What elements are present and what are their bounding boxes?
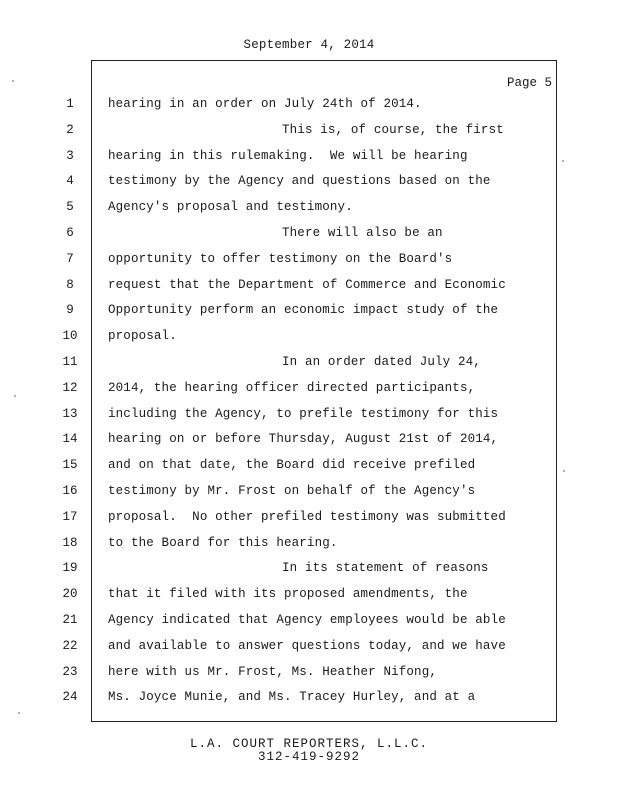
line-number: 16: [62, 484, 78, 498]
scan-speck: [562, 160, 564, 162]
transcript-line-text: hearing in this rulemaking. We will be hearing: [108, 148, 468, 163]
scan-speck: [12, 80, 14, 82]
transcript-line-text: proposal. No other prefiled testimony was submitted: [108, 509, 506, 524]
transcript-line-text: that it filed with its proposed amendments, the: [108, 587, 468, 602]
line-number: 10: [62, 329, 78, 344]
transcript-line-text: There will also be an: [282, 226, 443, 240]
transcript-line-text: hearing on or before Thursday, August 21st of 2014,: [108, 432, 499, 447]
line-number: 17: [62, 509, 78, 524]
line-number: 9: [66, 303, 74, 318]
line-number: 2: [66, 122, 74, 137]
line-number: 23: [62, 664, 78, 679]
footer-company: L.A. COURT REPORTERS, L.L.C.: [189, 737, 429, 751]
line-number: 1: [66, 97, 74, 111]
line-number: 21: [62, 613, 78, 627]
scan-speck: [14, 395, 16, 397]
line-number: 7: [66, 251, 74, 266]
line-number: 5: [66, 200, 74, 215]
line-number: 4: [66, 174, 74, 189]
header-date: September 4, 2014: [243, 38, 375, 52]
transcript-line-text: 2014, the hearing officer directed participants,: [108, 380, 476, 395]
transcript-line-text: to the Board for this hearing.: [108, 535, 338, 550]
transcript-line-text: This is, of course, the first: [282, 122, 504, 137]
line-number: 13: [62, 406, 78, 421]
scan-speck: [18, 712, 20, 714]
transcript-line-text: request that the Department of Commerce and Economic: [108, 277, 506, 292]
transcript-line-text: proposal.: [108, 329, 177, 344]
transcript-line-text: testimony by the Agency and questions based on the: [108, 174, 491, 189]
line-number: 24: [62, 690, 78, 705]
line-number: 3: [66, 148, 74, 163]
page-label: Page 5: [506, 76, 552, 90]
line-number: 15: [62, 458, 78, 473]
line-number: 18: [62, 535, 78, 550]
transcript-line-text: hearing in an order on July 24th of 2014.: [108, 97, 422, 111]
line-number: 12: [62, 380, 78, 395]
transcript-line-text: Agency indicated that Agency employees would be able: [108, 613, 506, 627]
transcript-line-text: testimony by Mr. Frost on behalf of the Agency's: [108, 484, 476, 498]
scan-speck: [563, 470, 565, 472]
transcript-line-text: Ms. Joyce Munie, and Ms. Tracey Hurley, and at a: [108, 690, 476, 705]
transcript-line-text: Opportunity perform an economic impact study of the: [108, 303, 499, 318]
line-number: 22: [62, 638, 78, 653]
footer-phone: 312-419-9292: [257, 750, 360, 764]
line-number: 11: [62, 355, 78, 369]
line-number: 8: [66, 277, 74, 292]
line-number: 19: [62, 561, 78, 576]
line-number: 20: [62, 587, 78, 602]
line-number: 6: [66, 226, 74, 240]
line-number: 14: [62, 432, 78, 447]
transcript-line-text: including the Agency, to prefile testimony for this: [108, 406, 499, 421]
transcript-line-text: opportunity to offer testimony on the Board's: [108, 251, 453, 266]
transcript-line-text: In an order dated July 24,: [282, 355, 481, 369]
transcript-line-text: Agency's proposal and testimony.: [108, 200, 353, 215]
transcript-line-text: and on that date, the Board did receive prefiled: [108, 458, 476, 473]
transcript-line-text: In its statement of reasons: [282, 561, 489, 576]
transcript-line-text: here with us Mr. Frost, Ms. Heather Nifong,: [108, 664, 438, 679]
transcript-line-text: and available to answer questions today, and we have: [108, 638, 506, 653]
